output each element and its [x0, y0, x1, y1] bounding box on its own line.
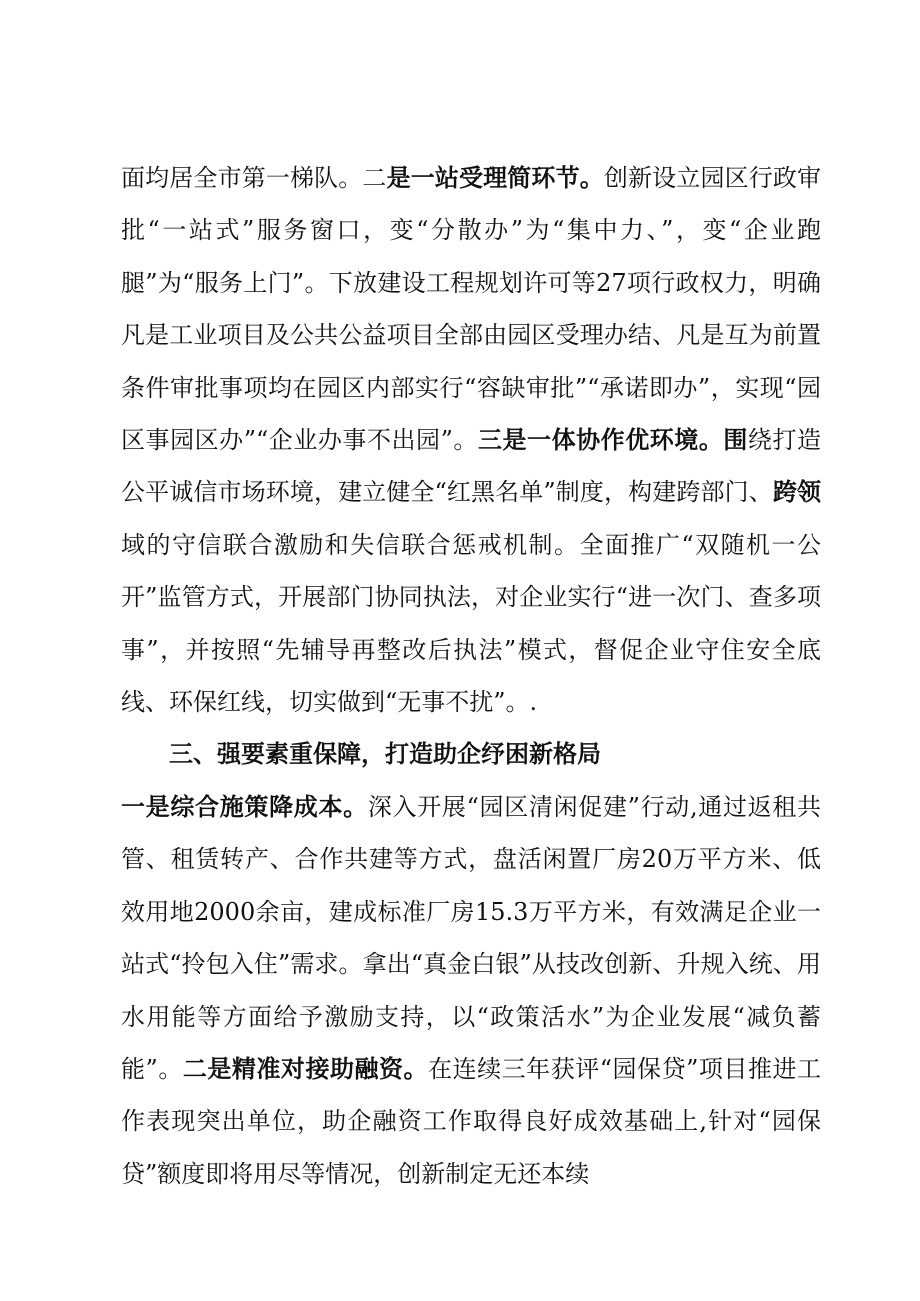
paragraph-text: 深入开展“园区清闲促建”行动,通过返租共管、租赁转产、合作共建等方式，盘活闲置厂房20万平方米、低效用地2000余亩，建成标准厂房15.3万平方米，有效满足企业一站式“拎包入住”需求。拿出“真金白银”从技改创新、升规入统、用水用能等方面给予激励支持，以“政策活水”为企业发展“减负蓄能”。	[121, 792, 822, 1083]
bold-point-integrated-collaboration: 三是一体协作优环境。围	[477, 426, 748, 455]
paragraph-text: 面均居全市第一梯队。二	[121, 164, 387, 192]
bold-point-reduce-cost: 一是综合施策降成本。	[121, 792, 368, 821]
bold-fragment-cross-domain: 跨领	[772, 478, 821, 507]
paragraph-text: 创新设立园区行政审批“一站式”服务窗口，变“分散办”为“集中力、”，变“企业跑腿”为“服务上门”。下放建设工程规划许可等27项行政权力，明确凡是工业项目及公共公益项目全部由园区受理办结、凡是互为前置条件审批事项均在园区内部实行“容缺审批”“承诺即办”，实现“园区事园区办”“企业办事不出园”。	[121, 164, 822, 455]
paragraph-factor-support	[121, 781, 821, 1200]
bold-point-one-stop: 是一站受理简环节。	[386, 164, 604, 192]
paragraph-text: 绕打造公平诚信市场环境，建立健全“红黑名单”制度，构建跨部门、	[121, 426, 822, 507]
section-heading: 三、强要素重保障，打造助企纾困新格局	[169, 740, 601, 769]
bold-point-financing: 二是精准对接助融资。	[182, 1054, 429, 1083]
paragraph-text: 域的守信联合激励和失信联合惩戒机制。全面推广“双随机一公开”监管方式，开展部门协同执法，对企业实行“进一次门、查多项事”，并按照“先辅导再整改后执法”模式，督促企业守住安全底线、环保红线，切实做到“无事不扰”。.	[121, 530, 821, 717]
paragraph-approval-environment	[121, 152, 821, 728]
paragraph-text: 在连续三年获评“园保贷”项目推进工作表现突出单位，助企融资工作取得良好成效基础上,针对“园保贷”额度即将用尽等情况，创新制定无还本续	[121, 1054, 821, 1188]
document-body	[121, 152, 821, 1200]
